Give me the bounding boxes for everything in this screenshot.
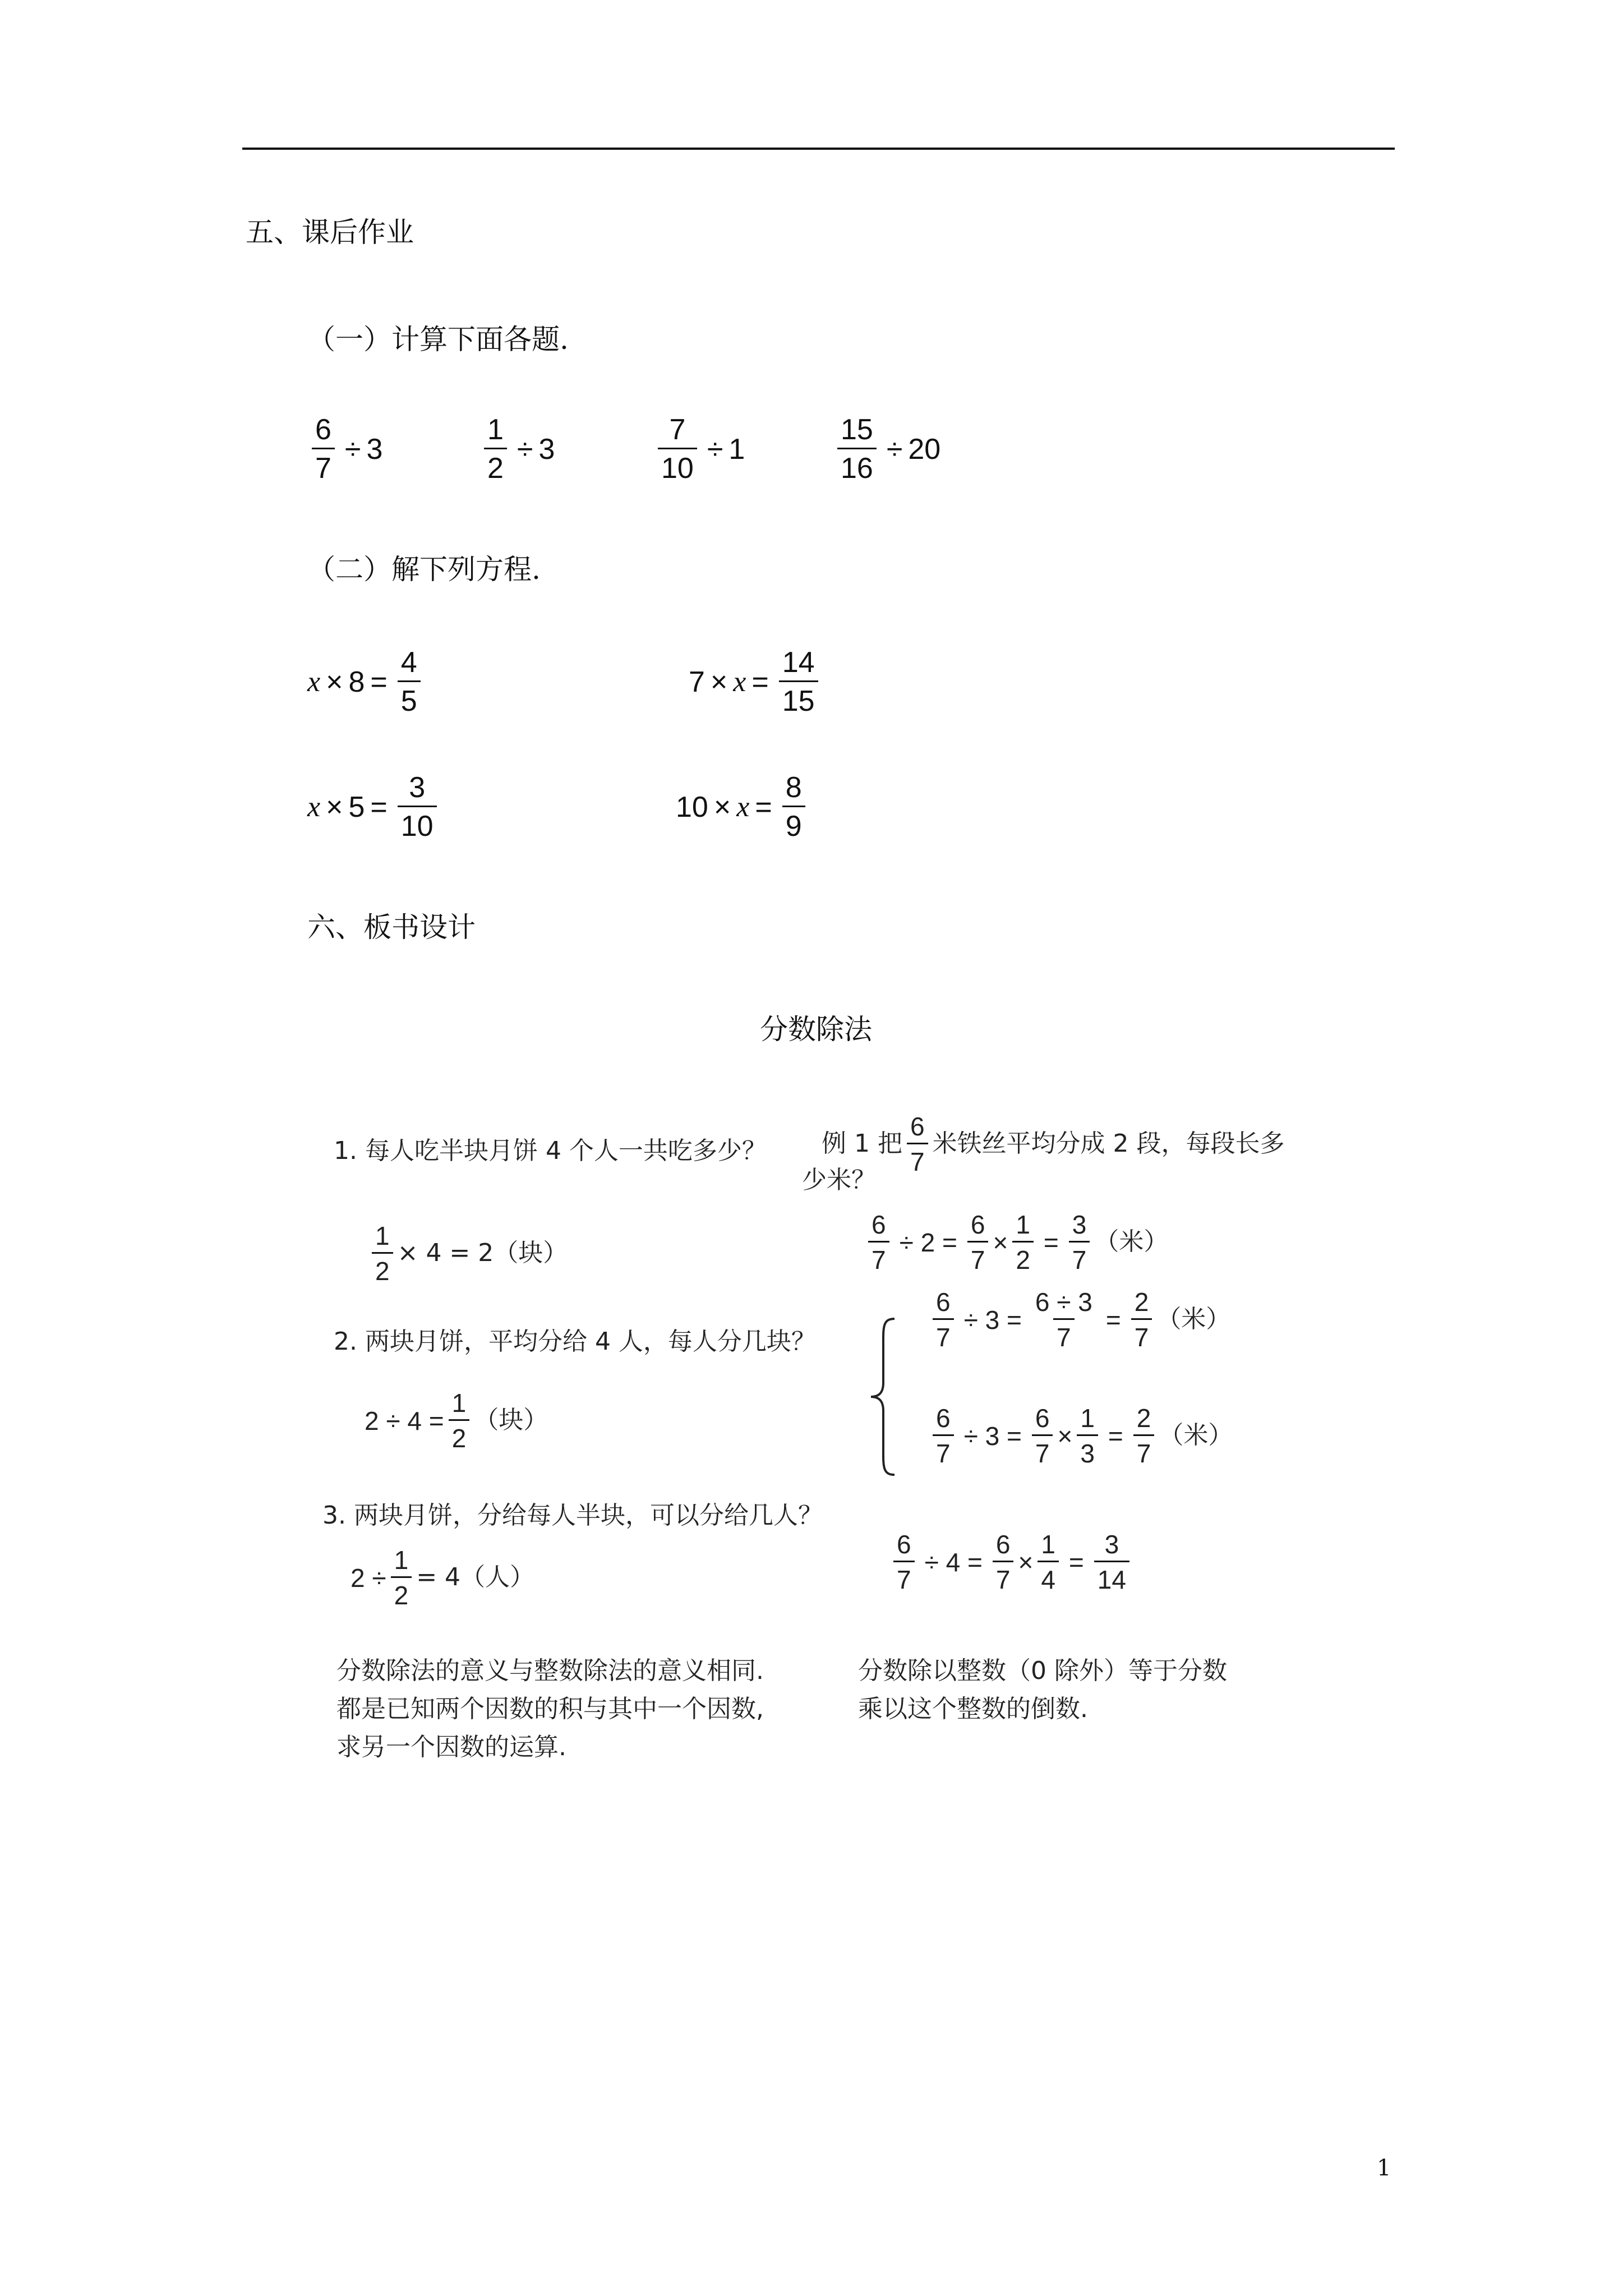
summary-right-line-1: 分数除以整数（0 除外）等于分数 xyxy=(858,1657,1227,1685)
summary-left-line-2: 都是已知两个因数的积与其中一个因数, xyxy=(336,1695,764,1724)
equation-3: x × 5 = $\frac{3}{10}$ xyxy=(307,773,441,841)
equation-1: x × 8 = $\frac{4}{5}$ xyxy=(307,648,425,716)
board-summary-right xyxy=(858,1652,1227,1728)
calc-item-3: $\frac{7}{10}$ ÷ 1 xyxy=(653,415,745,483)
board-method-2: $\frac{6}{7}$ ÷ 3 = $\frac{6}{7}$ × $\frac{1}{3}$ = $\frac{2}{7}$ （米） xyxy=(928,1405,1233,1466)
board-title: 分数除法 xyxy=(760,1013,872,1046)
summary-right-line-2: 乘以这个整数的倒数. xyxy=(858,1695,1088,1724)
board-question-2-answer: 2 ÷ 4 = $\frac{1}{2}$ （块） xyxy=(365,1388,548,1453)
board-question-3-answer: 2 ÷ $\frac{1}{2}$ = 4（人） xyxy=(351,1545,535,1610)
section-6-heading: 六、板书设计 xyxy=(307,911,476,944)
equation-2: 7 × x = $\frac{14}{15}$ xyxy=(689,648,823,716)
section-5-heading: 五、课后作业 xyxy=(246,216,414,249)
part-2-title: （二）解下列方程. xyxy=(307,553,541,586)
summary-left-line-3: 求另一个因数的运算. xyxy=(336,1733,566,1762)
board-method-1: $\frac{6}{7}$ ÷ 3 = $\frac{6 \div 3}{7}$ = $\frac{2}{7}$ （米） xyxy=(928,1289,1230,1350)
equation-4: 10 × x = $\frac{8}{9}$ xyxy=(676,773,810,841)
calc-item-2: $\frac{1}{2}$ ÷ 3 xyxy=(479,415,555,483)
board-question-1: 1. 每人吃半块月饼 4 个人一共吃多少？ xyxy=(334,1137,767,1165)
board-question-1-answer: $\frac{1}{2}$ × 4 = 2（块） xyxy=(367,1223,568,1284)
board-question-2: 2. 两块月饼，平均分给 4 人，每人分几块？ xyxy=(334,1327,816,1356)
board-example-1-solution: $\frac{6}{7}$ ÷ 2 = $\frac{6}{7}$ × $\frac{1}{2}$ = $\frac{3}{7}$ （米） xyxy=(864,1212,1168,1273)
board-example-1: 例 1 把 $\frac{6}{7}$ 米铁丝平均分成 2 段，每段长多 xyxy=(822,1112,1285,1176)
calc-item-1: $\frac{6}{7}$ ÷ 3 xyxy=(307,415,382,483)
board-example-3-solution: $\frac{6}{7}$ ÷ 4 = $\frac{6}{7}$ × $\frac{1}{4}$ = $\frac{3}{14}$ xyxy=(889,1531,1134,1593)
calc-item-4: $\frac{15}{16}$ ÷ 20 xyxy=(833,415,940,483)
header-rule xyxy=(242,148,1395,150)
summary-left-line-1: 分数除法的意义与整数除法的意义相同. xyxy=(336,1657,764,1685)
board-question-3: 3. 两块月饼，分给每人半块，可以分给几人？ xyxy=(322,1501,823,1530)
board-example-1-line2: 少米？ xyxy=(802,1166,876,1194)
page-number: 1 xyxy=(1377,2155,1391,2181)
part-1-title: （一）计算下面各题. xyxy=(307,323,569,356)
board-summary-left xyxy=(336,1652,764,1767)
curly-brace-icon xyxy=(866,1315,900,1478)
